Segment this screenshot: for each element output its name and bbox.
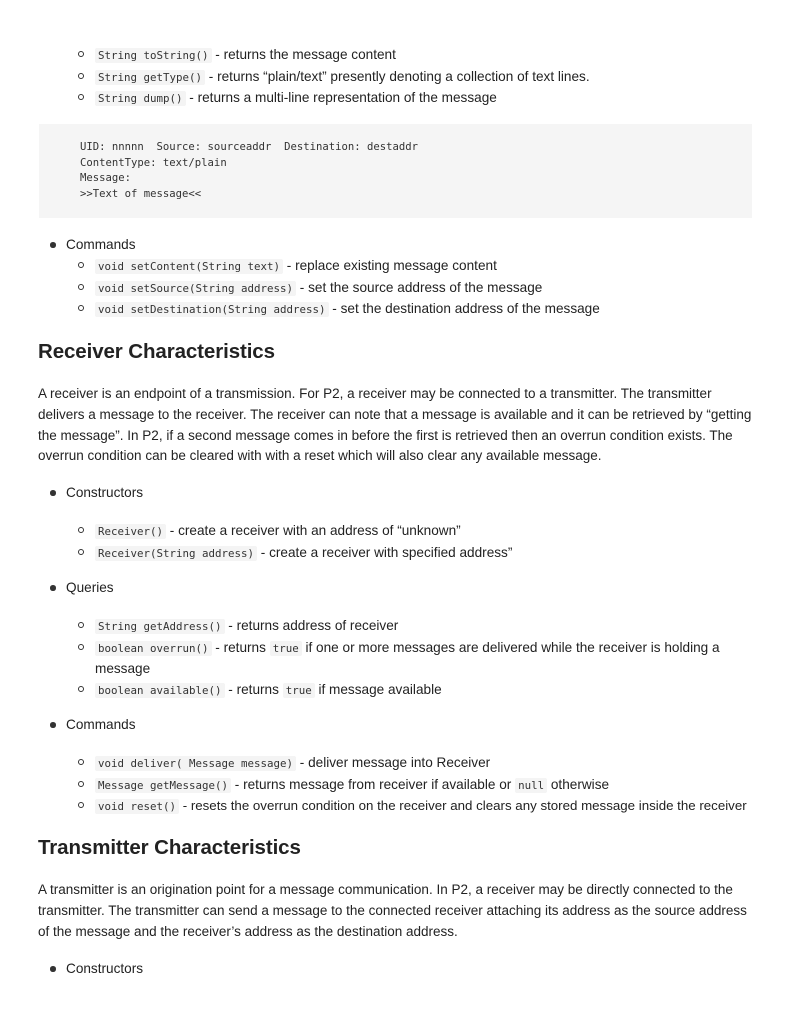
list-item: Constructors (50, 959, 143, 979)
method-signature: void setSource(String address) (95, 281, 296, 296)
list-item: String getAddress() - returns address of receiver (78, 616, 738, 638)
list-item: boolean available() - returns true if message available (78, 680, 738, 702)
message-commands-group (50, 235, 136, 255)
list-item: Commands (50, 715, 136, 735)
inline-code: true (283, 683, 315, 698)
list-item: String getType() - returns “plain/text” presently denoting a collection of text lines. (78, 67, 768, 89)
transmitter-heading: Transmitter Characteristics (38, 836, 301, 859)
method-signature: String toString() (95, 48, 212, 63)
method-signature: void setDestination(String address) (95, 302, 329, 317)
receiver-queries-list (78, 616, 738, 701)
method-signature: boolean available() (95, 683, 225, 698)
receiver-queries-group (50, 578, 114, 598)
code-block: UID: nnnnn Source: sourceaddr Destination: destaddr ContentType: text/plain Message: >>Text of message<< (39, 124, 752, 218)
method-signature: Message getMessage() (95, 778, 231, 793)
list-item: void setContent(String text) - replace existing message content (78, 256, 768, 278)
list-item: boolean overrun() - returns true if one or more messages are delivered while the receiver is holding a message (78, 638, 738, 680)
list-item: String dump() - returns a multi-line representation of the message (78, 88, 768, 110)
method-signature: String getType() (95, 70, 205, 85)
method-signature: String dump() (95, 91, 186, 106)
list-item: Queries (50, 578, 114, 598)
list-item: void setSource(String address) - set the source address of the message (78, 278, 768, 300)
transmitter-constructors-group (50, 959, 143, 979)
inline-code: true (270, 641, 302, 656)
method-signature: void deliver( Message message) (95, 756, 296, 771)
method-signature: String getAddress() (95, 619, 225, 634)
list-item: Receiver(String address) - create a receiver with specified address” (78, 543, 768, 565)
receiver-heading: Receiver Characteristics (38, 340, 275, 363)
list-item: void deliver( Message message) - deliver message into Receiver (78, 753, 778, 775)
receiver-paragraph: A receiver is an endpoint of a transmission. For P2, a receiver may be connected to a transmitter. The transmitter delivers a message to the receiver. The receiver can note that a message is available and it can be retrieved by “getting the message”. In P2, if a second message comes in before the first is retrieved then an overrun condition exists. The overrun condition can be cleared with with a reset which will also clear any available message. (38, 386, 752, 464)
method-signature: void reset() (95, 799, 179, 814)
message-commands-list (78, 256, 768, 321)
list-item: Commands (50, 235, 136, 255)
inline-code: null (515, 778, 547, 793)
message-queries-list (78, 45, 768, 110)
method-signature: void setContent(String text) (95, 259, 283, 274)
list-item: void reset() - resets the overrun condition on the receiver and clears any stored message inside the receiver (78, 796, 778, 818)
list-item: void setDestination(String address) - set the destination address of the message (78, 299, 768, 321)
receiver-constructors-group (50, 483, 143, 503)
list-item: Receiver() - create a receiver with an address of “unknown” (78, 521, 768, 543)
receiver-commands-list (78, 753, 778, 818)
transmitter-paragraph: A transmitter is an origination point for a message communication. In P2, a receiver may be directly connected to the transmitter. The transmitter can send a message to the connected receiver attaching its address as the source address of the message and the receiver’s address as the destination address. (38, 882, 747, 939)
method-signature: Receiver(String address) (95, 546, 257, 561)
list-item: Message getMessage() - returns message from receiver if available or null otherwise (78, 775, 778, 797)
receiver-constructors-list (78, 521, 768, 564)
list-item: Constructors (50, 483, 143, 503)
method-signature: boolean overrun() (95, 641, 212, 656)
method-signature: Receiver() (95, 524, 166, 539)
receiver-commands-group (50, 715, 136, 735)
list-item: String toString() - returns the message content (78, 45, 768, 67)
